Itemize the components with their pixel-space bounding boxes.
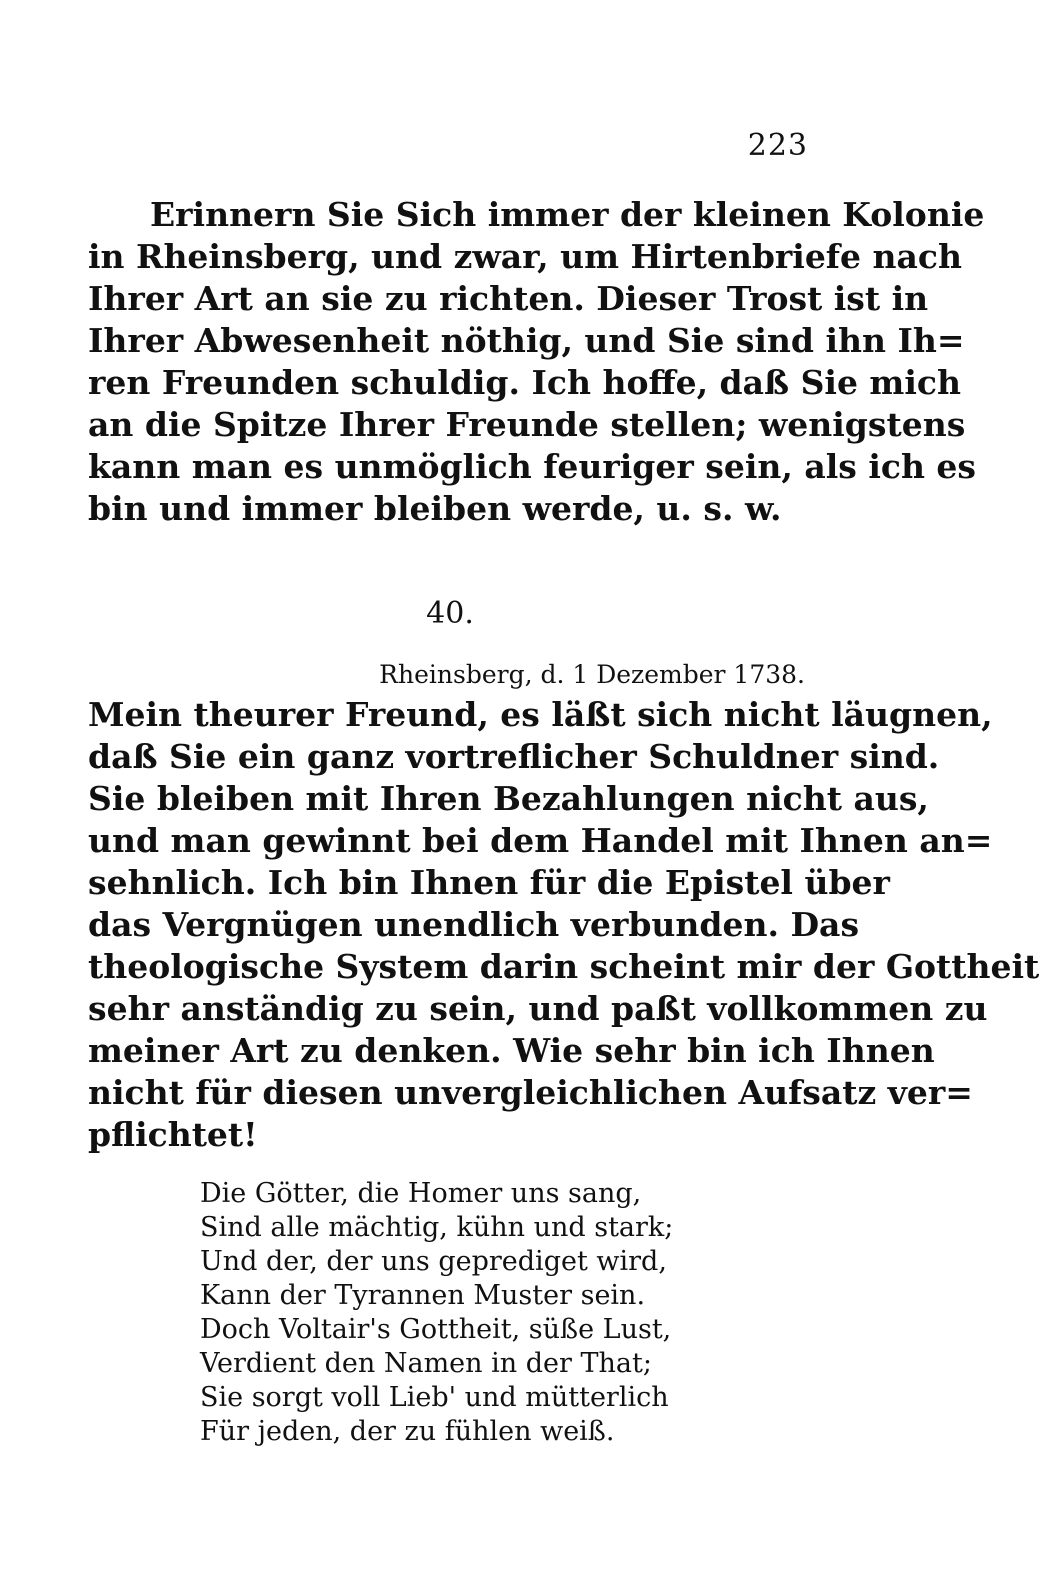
verse-line: Verdient den Namen in der That; [200, 1348, 652, 1379]
text-line: Ihrer Abwesenheit nöthig, und Sie sind ihn Ih= [88, 321, 965, 360]
text-line: ren Freunden schuldig. Ich hoffe, daß Sie mich [88, 363, 961, 402]
text-line: sehnlich. Ich bin Ihnen für die Epistel über [88, 863, 890, 902]
verse-line: Sie sorgt voll Lieb' und mütterlich [200, 1382, 669, 1413]
verse-line: Die Götter, die Homer uns sang, [200, 1178, 642, 1209]
verse-block [200, 1177, 673, 1449]
text-line: sehr anständig zu sein, und paßt vollkommen zu [88, 989, 988, 1028]
text-line: Ihrer Art an sie zu richten. Dieser Trost ist in [88, 279, 929, 318]
verse-line: Kann der Tyrannen Muster sein. [200, 1280, 646, 1311]
text-line: theologische System darin scheint mir der Gottheit [88, 947, 1039, 986]
page-number: 223 [747, 128, 808, 163]
text-line: daß Sie ein ganz vortreflicher Schuldner sind. [88, 737, 940, 776]
letter-number: 40. [426, 596, 474, 631]
letter-dateline: Rheinsberg, d. 1 Dezember 1738. [379, 660, 805, 689]
text-line: in Rheinsberg, und zwar, um Hirtenbriefe nach [88, 237, 962, 276]
text-line: nicht für diesen unvergleichlichen Aufsatz ver= [88, 1073, 973, 1112]
text-line: das Vergnügen unendlich verbunden. Das [88, 905, 860, 944]
verse-line: Doch Voltair's Gottheit, süße Lust, [200, 1314, 672, 1345]
text-line: pflichtet! [88, 1115, 258, 1154]
text-line: kann man es unmöglich feuriger sein, als ich es [88, 447, 977, 486]
letter-closing-paragraph [88, 194, 985, 530]
text-line: Erinnern Sie Sich immer der kleinen Kolonie [150, 195, 985, 234]
letter-body-paragraph [88, 694, 1039, 1156]
verse-line: Und der, der uns geprediget wird, [200, 1246, 667, 1277]
verse-line: Sind alle mächtig, kühn und stark; [200, 1212, 674, 1243]
text-line: bin und immer bleiben werde, u. s. w. [88, 489, 782, 528]
text-line: an die Spitze Ihrer Freunde stellen; wenigstens [88, 405, 966, 444]
text-line: meiner Art zu denken. Wie sehr bin ich Ihnen [88, 1031, 935, 1070]
text-line: Mein theurer Freund, es läßt sich nicht läugnen, [88, 695, 993, 734]
text-line: und man gewinnt bei dem Handel mit Ihnen an= [88, 821, 993, 860]
text-line: Sie bleiben mit Ihren Bezahlungen nicht aus, [88, 779, 929, 818]
verse-line: Für jeden, der zu fühlen weiß. [200, 1416, 615, 1447]
